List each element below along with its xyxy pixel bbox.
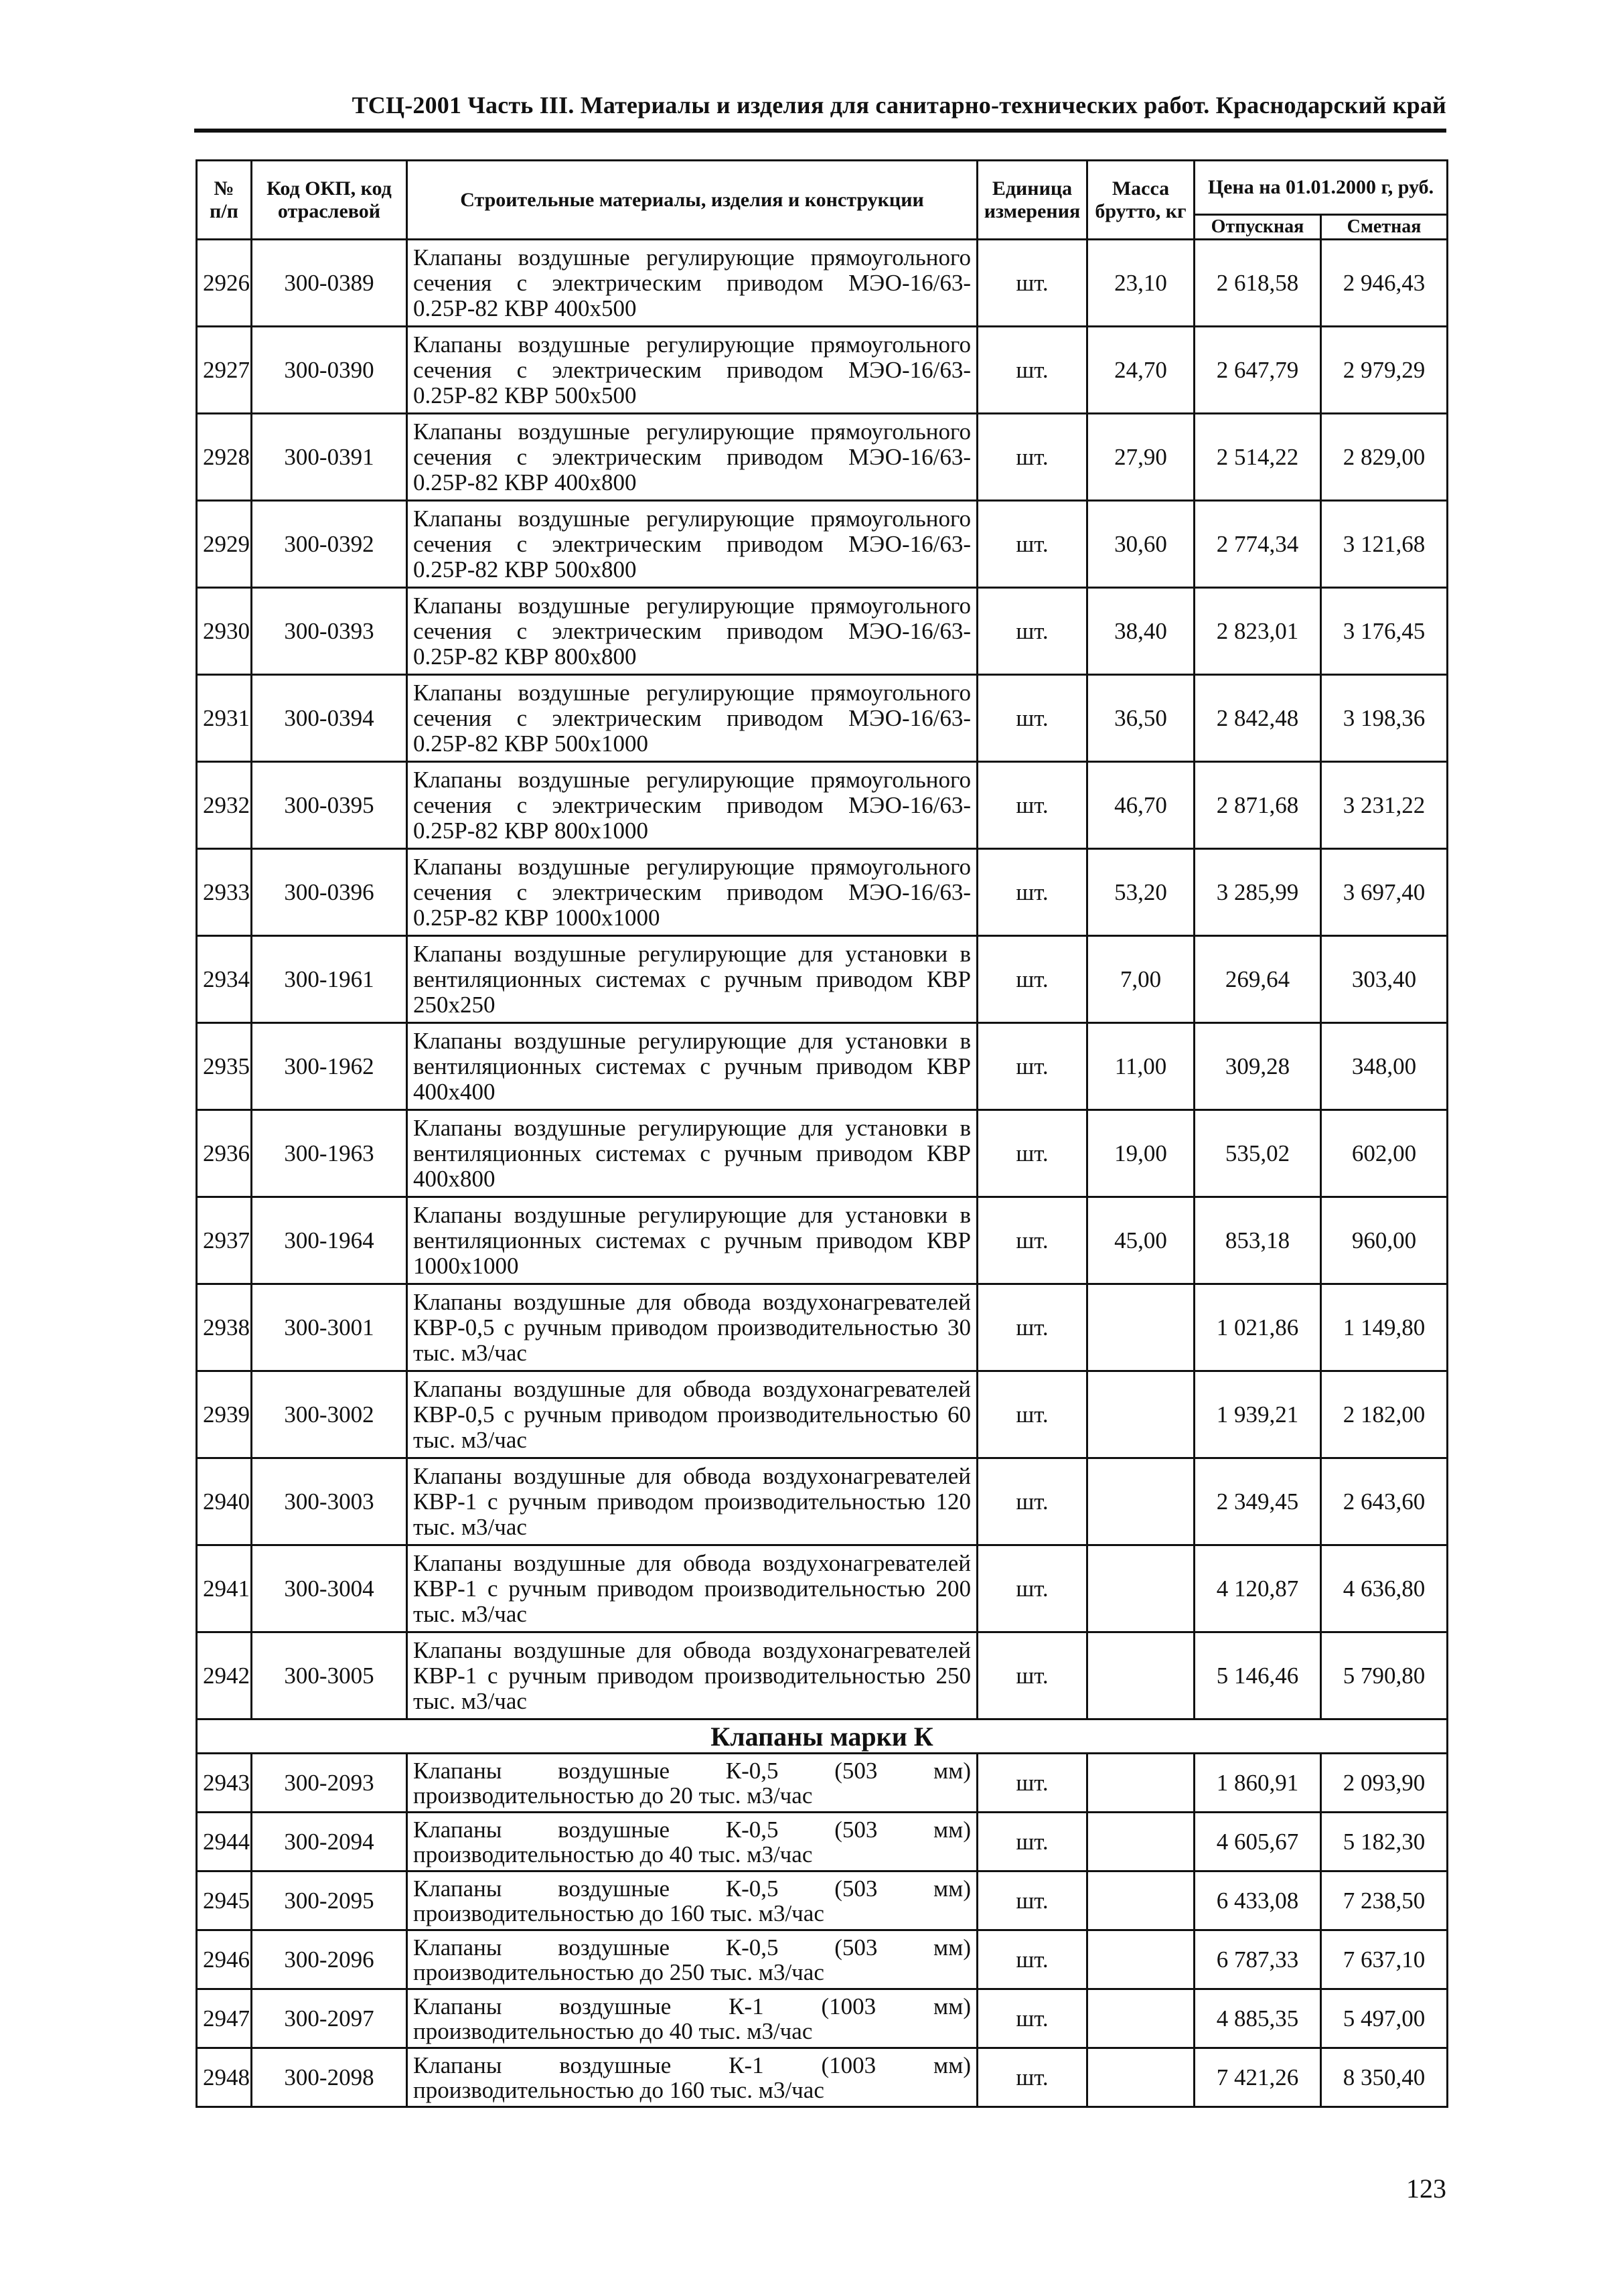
- row-description: Клапаны воздушные регулирующие для установки в вентиляционных системах с ручным приводом КВР 400x400: [407, 1023, 978, 1110]
- row-price-release: 1 021,86: [1195, 1284, 1321, 1371]
- row-unit: шт.: [978, 1371, 1087, 1458]
- row-price-release: 2 349,45: [1195, 1458, 1321, 1545]
- section-table-body: [197, 1754, 1448, 2107]
- row-price-release: 2 823,01: [1195, 588, 1321, 675]
- row-unit: шт.: [978, 1930, 1087, 1989]
- row-price-estimate: 4 636,80: [1321, 1545, 1448, 1632]
- row-price-estimate: 960,00: [1321, 1197, 1448, 1284]
- row-unit: шт.: [978, 849, 1087, 936]
- row-unit: шт.: [978, 501, 1087, 588]
- row-code: 300-1961: [252, 936, 407, 1023]
- column-header-price-group: Цена на 01.01.2000 г, руб.: [1195, 161, 1448, 215]
- row-price-release: 4 120,87: [1195, 1545, 1321, 1632]
- row-unit: шт.: [978, 936, 1087, 1023]
- row-price-release: 2 871,68: [1195, 762, 1321, 849]
- row-unit: шт.: [978, 2048, 1087, 2107]
- row-price-estimate: 3 697,40: [1321, 849, 1448, 936]
- table-row: [197, 1930, 1448, 1989]
- row-code: 300-3002: [252, 1371, 407, 1458]
- table-row: [197, 588, 1448, 675]
- row-price-release: 4 605,67: [1195, 1813, 1321, 1871]
- page-header: [194, 86, 1446, 133]
- row-number: 2927: [197, 327, 252, 414]
- section-heading: Клапаны марки К: [197, 1719, 1448, 1754]
- row-number: 2935: [197, 1023, 252, 1110]
- row-price-estimate: 8 350,40: [1321, 2048, 1448, 2107]
- row-price-release: 4 885,35: [1195, 1989, 1321, 2048]
- row-description: Клапаны воздушные регулирующие прямоугольного сечения с электрическим приводом МЭО-16/63-0.25Р-82 КВР 500x500: [407, 327, 978, 414]
- row-description: Клапаны воздушные К-1 (1003 мм) производительностью до 160 тыс. м3/час: [407, 2048, 978, 2107]
- column-header-price-estimate: Сметная: [1321, 215, 1448, 240]
- row-description: Клапаны воздушные регулирующие прямоугольного сечения с электрическим приводом МЭО-16/63-0.25Р-82 КВР 500x1000: [407, 675, 978, 762]
- row-mass: 7,00: [1087, 936, 1195, 1023]
- row-mass: [1087, 1284, 1195, 1371]
- row-price-release: 2 842,48: [1195, 675, 1321, 762]
- row-code: 300-2095: [252, 1871, 407, 1930]
- row-price-estimate: 303,40: [1321, 936, 1448, 1023]
- table-header: [197, 161, 1448, 240]
- row-description: Клапаны воздушные регулирующие прямоугольного сечения с электрическим приводом МЭО-16/63-0.25Р-82 КВР 500x800: [407, 501, 978, 588]
- row-mass: 11,00: [1087, 1023, 1195, 1110]
- row-description: Клапаны воздушные К-1 (1003 мм) производительностью до 40 тыс. м3/час: [407, 1989, 978, 2048]
- row-code: 300-3005: [252, 1632, 407, 1719]
- table-row: [197, 1989, 1448, 2048]
- row-price-estimate: 7 238,50: [1321, 1871, 1448, 1930]
- row-code: 300-0395: [252, 762, 407, 849]
- row-price-estimate: 3 176,45: [1321, 588, 1448, 675]
- row-price-estimate: 348,00: [1321, 1023, 1448, 1110]
- row-code: 300-2093: [252, 1754, 407, 1813]
- row-price-release: 535,02: [1195, 1110, 1321, 1197]
- table-row: [197, 1871, 1448, 1930]
- row-code: 300-0389: [252, 240, 407, 327]
- table-row: [197, 849, 1448, 936]
- row-price-estimate: 2 829,00: [1321, 414, 1448, 501]
- table-body: [197, 240, 1448, 1719]
- table-row: [197, 1632, 1448, 1719]
- table-row: [197, 2048, 1448, 2107]
- row-mass: 53,20: [1087, 849, 1195, 936]
- row-number: 2945: [197, 1871, 252, 1930]
- row-description: Клапаны воздушные регулирующие прямоугольного сечения с электрическим приводом МЭО-16/63-0.25Р-82 КВР 400x500: [407, 240, 978, 327]
- row-unit: шт.: [978, 1754, 1087, 1813]
- row-mass: [1087, 1930, 1195, 1989]
- row-price-estimate: 602,00: [1321, 1110, 1448, 1197]
- row-price-release: 3 285,99: [1195, 849, 1321, 936]
- row-price-release: 1 860,91: [1195, 1754, 1321, 1813]
- row-description: Клапаны воздушные регулирующие прямоугольного сечения с электрическим приводом МЭО-16/63-0.25Р-82 КВР 1000x1000: [407, 849, 978, 936]
- row-code: 300-2097: [252, 1989, 407, 2048]
- row-price-release: 7 421,26: [1195, 2048, 1321, 2107]
- row-price-estimate: 2 946,43: [1321, 240, 1448, 327]
- row-description: Клапаны воздушные К-0,5 (503 мм) производительностью до 160 тыс. м3/час: [407, 1871, 978, 1930]
- row-price-estimate: 1 149,80: [1321, 1284, 1448, 1371]
- row-price-estimate: 2 093,90: [1321, 1754, 1448, 1813]
- row-description: Клапаны воздушные для обвода воздухонагревателей КВР-0,5 с ручным приводом производительностью 60 тыс. м3/час: [407, 1371, 978, 1458]
- row-price-release: 5 146,46: [1195, 1632, 1321, 1719]
- row-description: Клапаны воздушные регулирующие прямоугольного сечения с электрическим приводом МЭО-16/63-0.25Р-82 КВР 800x1000: [407, 762, 978, 849]
- row-number: 2940: [197, 1458, 252, 1545]
- row-price-estimate: 3 198,36: [1321, 675, 1448, 762]
- row-mass: 36,50: [1087, 675, 1195, 762]
- row-unit: шт.: [978, 675, 1087, 762]
- row-price-release: 2 514,22: [1195, 414, 1321, 501]
- row-description: Клапаны воздушные К-0,5 (503 мм) производительностью до 20 тыс. м3/час: [407, 1754, 978, 1813]
- row-number: 2943: [197, 1754, 252, 1813]
- row-description: Клапаны воздушные для обвода воздухонагревателей КВР-0,5 с ручным приводом производительностью 30 тыс. м3/час: [407, 1284, 978, 1371]
- column-header-number: № п/п: [197, 161, 252, 240]
- row-number: 2946: [197, 1930, 252, 1989]
- row-price-release: 2 774,34: [1195, 501, 1321, 588]
- row-number: 2939: [197, 1371, 252, 1458]
- row-code: 300-0394: [252, 675, 407, 762]
- row-mass: 30,60: [1087, 501, 1195, 588]
- row-mass: [1087, 1754, 1195, 1813]
- table-row: [197, 1545, 1448, 1632]
- row-price-estimate: 2 979,29: [1321, 327, 1448, 414]
- row-number: 2944: [197, 1813, 252, 1871]
- row-number: 2933: [197, 849, 252, 936]
- row-unit: шт.: [978, 1023, 1087, 1110]
- row-unit: шт.: [978, 1458, 1087, 1545]
- row-mass: [1087, 1989, 1195, 2048]
- table-row: [197, 936, 1448, 1023]
- table-row: [197, 1813, 1448, 1871]
- row-price-release: 853,18: [1195, 1197, 1321, 1284]
- row-code: 300-0393: [252, 588, 407, 675]
- table-row: [197, 501, 1448, 588]
- row-unit: шт.: [978, 1197, 1087, 1284]
- row-price-release: 2 618,58: [1195, 240, 1321, 327]
- row-number: 2942: [197, 1632, 252, 1719]
- running-header-title: ТСЦ-2001 Часть III. Материалы и изделия для санитарно-технических работ. Краснодарский край: [352, 92, 1446, 119]
- row-mass: 23,10: [1087, 240, 1195, 327]
- row-code: 300-1963: [252, 1110, 407, 1197]
- row-mass: [1087, 1632, 1195, 1719]
- row-number: 2937: [197, 1197, 252, 1284]
- row-description: Клапаны воздушные регулирующие прямоугольного сечения с электрическим приводом МЭО-16/63-0.25Р-82 КВР 400x800: [407, 414, 978, 501]
- row-unit: шт.: [978, 327, 1087, 414]
- row-unit: шт.: [978, 1632, 1087, 1719]
- table-row: [197, 1754, 1448, 1813]
- row-unit: шт.: [978, 414, 1087, 501]
- row-mass: [1087, 1458, 1195, 1545]
- row-code: 300-3004: [252, 1545, 407, 1632]
- row-description: Клапаны воздушные К-0,5 (503 мм) производительностью до 40 тыс. м3/час: [407, 1813, 978, 1871]
- row-number: 2936: [197, 1110, 252, 1197]
- row-code: 300-2098: [252, 2048, 407, 2107]
- row-unit: шт.: [978, 1989, 1087, 2048]
- row-description: Клапаны воздушные К-0,5 (503 мм) производительностью до 250 тыс. м3/час: [407, 1930, 978, 1989]
- row-number: 2932: [197, 762, 252, 849]
- row-number: 2930: [197, 588, 252, 675]
- row-number: 2926: [197, 240, 252, 327]
- column-header-description: Строительные материалы, изделия и конструкции: [407, 161, 978, 240]
- row-mass: [1087, 1545, 1195, 1632]
- row-price-release: 6 433,08: [1195, 1871, 1321, 1930]
- row-price-release: 6 787,33: [1195, 1930, 1321, 1989]
- row-number: 2938: [197, 1284, 252, 1371]
- row-description: Клапаны воздушные регулирующие для установки в вентиляционных системах с ручным приводом КВР 250x250: [407, 936, 978, 1023]
- row-unit: шт.: [978, 762, 1087, 849]
- row-code: 300-1962: [252, 1023, 407, 1110]
- row-price-estimate: 5 182,30: [1321, 1813, 1448, 1871]
- row-unit: шт.: [978, 1813, 1087, 1871]
- row-description: Клапаны воздушные регулирующие прямоугольного сечения с электрическим приводом МЭО-16/63-0.25Р-82 КВР 800x800: [407, 588, 978, 675]
- row-code: 300-2094: [252, 1813, 407, 1871]
- row-price-estimate: 3 231,22: [1321, 762, 1448, 849]
- column-header-code: Код ОКП, код отраслевой: [252, 161, 407, 240]
- column-header-price-release: Отпускная: [1195, 215, 1321, 240]
- row-code: 300-3001: [252, 1284, 407, 1371]
- row-code: 300-2096: [252, 1930, 407, 1989]
- row-code: 300-0391: [252, 414, 407, 501]
- row-code: 300-0396: [252, 849, 407, 936]
- row-mass: [1087, 1871, 1195, 1930]
- row-price-release: 309,28: [1195, 1023, 1321, 1110]
- column-header-mass: Масса брутто, кг: [1087, 161, 1195, 240]
- row-price-release: 1 939,21: [1195, 1371, 1321, 1458]
- table-row: [197, 675, 1448, 762]
- row-unit: шт.: [978, 588, 1087, 675]
- row-price-release: 2 647,79: [1195, 327, 1321, 414]
- row-number: 2934: [197, 936, 252, 1023]
- row-unit: шт.: [978, 1871, 1087, 1930]
- table-row: [197, 1371, 1448, 1458]
- row-mass: [1087, 1371, 1195, 1458]
- row-mass: 19,00: [1087, 1110, 1195, 1197]
- row-price-estimate: 5 790,80: [1321, 1632, 1448, 1719]
- row-mass: [1087, 1813, 1195, 1871]
- row-unit: шт.: [978, 1110, 1087, 1197]
- row-code: 300-0390: [252, 327, 407, 414]
- row-number: 2941: [197, 1545, 252, 1632]
- row-description: Клапаны воздушные для обвода воздухонагревателей КВР-1 с ручным приводом производительностью 120 тыс. м3/час: [407, 1458, 978, 1545]
- row-number: 2928: [197, 414, 252, 501]
- row-number: 2929: [197, 501, 252, 588]
- row-price-estimate: 5 497,00: [1321, 1989, 1448, 2048]
- row-description: Клапаны воздушные регулирующие для установки в вентиляционных системах с ручным приводом КВР 400x800: [407, 1110, 978, 1197]
- header-rule: [194, 129, 1446, 133]
- page-number: 123: [1406, 2173, 1446, 2204]
- row-mass: 24,70: [1087, 327, 1195, 414]
- row-description: Клапаны воздушные для обвода воздухонагревателей КВР-1 с ручным приводом производительностью 200 тыс. м3/час: [407, 1545, 978, 1632]
- row-description: Клапаны воздушные для обвода воздухонагревателей КВР-1 с ручным приводом производительностью 250 тыс. м3/час: [407, 1632, 978, 1719]
- column-header-unit: Единица измерения: [978, 161, 1087, 240]
- row-mass: [1087, 2048, 1195, 2107]
- row-number: 2947: [197, 1989, 252, 2048]
- row-description: Клапаны воздушные регулирующие для установки в вентиляционных системах с ручным приводом КВР 1000x1000: [407, 1197, 978, 1284]
- table-row: [197, 414, 1448, 501]
- row-price-estimate: 7 637,10: [1321, 1930, 1448, 1989]
- row-number: 2931: [197, 675, 252, 762]
- row-code: 300-0392: [252, 501, 407, 588]
- price-table: [196, 159, 1448, 2108]
- row-mass: 38,40: [1087, 588, 1195, 675]
- table-row: [197, 327, 1448, 414]
- row-mass: 46,70: [1087, 762, 1195, 849]
- row-unit: шт.: [978, 1284, 1087, 1371]
- table-row: [197, 762, 1448, 849]
- table-row: [197, 1284, 1448, 1371]
- row-price-estimate: 2 182,00: [1321, 1371, 1448, 1458]
- table-row: [197, 1458, 1448, 1545]
- row-mass: 45,00: [1087, 1197, 1195, 1284]
- row-code: 300-1964: [252, 1197, 407, 1284]
- table-row: [197, 1110, 1448, 1197]
- table-row: [197, 1197, 1448, 1284]
- row-mass: 27,90: [1087, 414, 1195, 501]
- row-unit: шт.: [978, 240, 1087, 327]
- table-row: [197, 240, 1448, 327]
- row-code: 300-3003: [252, 1458, 407, 1545]
- row-price-estimate: 2 643,60: [1321, 1458, 1448, 1545]
- row-price-estimate: 3 121,68: [1321, 501, 1448, 588]
- row-unit: шт.: [978, 1545, 1087, 1632]
- table-row: [197, 1023, 1448, 1110]
- row-price-release: 269,64: [1195, 936, 1321, 1023]
- section-heading-group: [197, 1719, 1448, 1754]
- row-number: 2948: [197, 2048, 252, 2107]
